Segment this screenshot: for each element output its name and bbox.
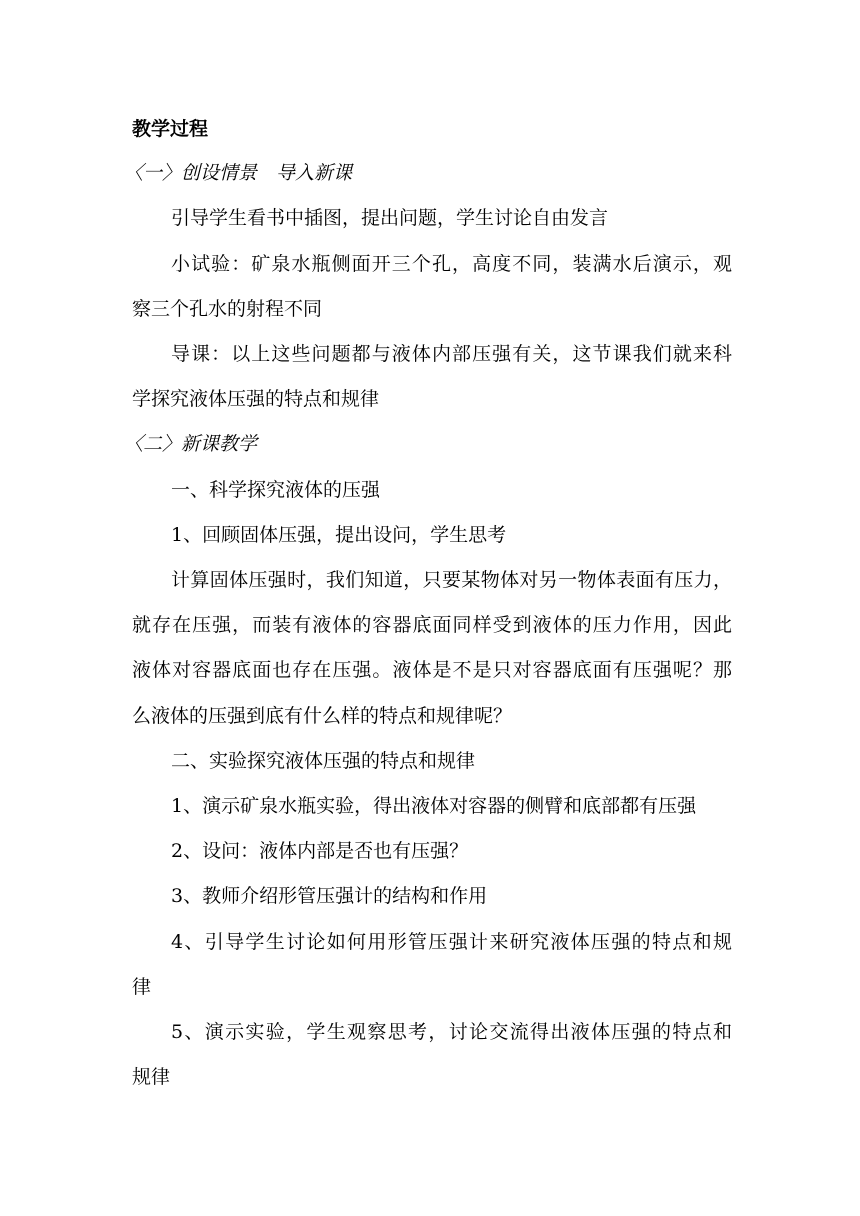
paragraph-continuation: 液体对容器底面也存在压强。液体是不是只对容器底面有压强呢？那 <box>132 659 732 681</box>
paragraph: 计算固体压强时，我们知道，只要某物体对另一物体表面有压力， <box>171 569 732 591</box>
paragraph: 引导学生看书中插图，提出问题，学生讨论自由发言 <box>171 207 609 229</box>
list-item: 1、回顾固体压强，提出设问，学生思考 <box>171 524 507 546</box>
paragraph-continuation: 学探究液体压强的特点和规律 <box>132 388 380 410</box>
paragraph-continuation: 就存在压强，而装有液体的容器底面同样受到液体的压力作用，因此 <box>132 614 732 636</box>
list-item-continuation: 规律 <box>132 1066 171 1088</box>
paragraph-continuation: 么液体的压强到底有什么样的特点和规律呢？ <box>132 705 513 727</box>
paragraph: 小试验：矿泉水瓶侧面开三个孔，高度不同，装满水后演示，观 <box>171 253 732 275</box>
list-item-continuation: 律 <box>132 976 152 998</box>
subsection-heading: 二、实验探究液体压强的特点和规律 <box>171 750 476 772</box>
list-item: 1、演示矿泉水瓶实验，得出液体对容器的侧臂和底部都有压强 <box>171 795 697 817</box>
subsection-heading: 一、科学探究液体的压强 <box>171 479 381 501</box>
list-item: 5、演示实验，学生观察思考，讨论交流得出液体压强的特点和 <box>171 1021 732 1043</box>
section-2-title: 〈二〉新课教学 <box>124 433 258 455</box>
list-item: 3、教师介绍形管压强计的结构和作用 <box>171 885 488 907</box>
list-item: 2、设问：液体内部是否也有压强？ <box>171 840 469 862</box>
paragraph-continuation: 察三个孔水的射程不同 <box>132 298 323 320</box>
page-title: 教学过程 <box>132 118 209 140</box>
list-item: 4、引导学生讨论如何用形管压强计来研究液体压强的特点和规 <box>171 931 732 953</box>
paragraph: 导课：以上这些问题都与液体内部压强有关，这节课我们就来科 <box>171 343 732 365</box>
section-1-title: 〈一〉创设情景 导入新课 <box>124 162 353 184</box>
